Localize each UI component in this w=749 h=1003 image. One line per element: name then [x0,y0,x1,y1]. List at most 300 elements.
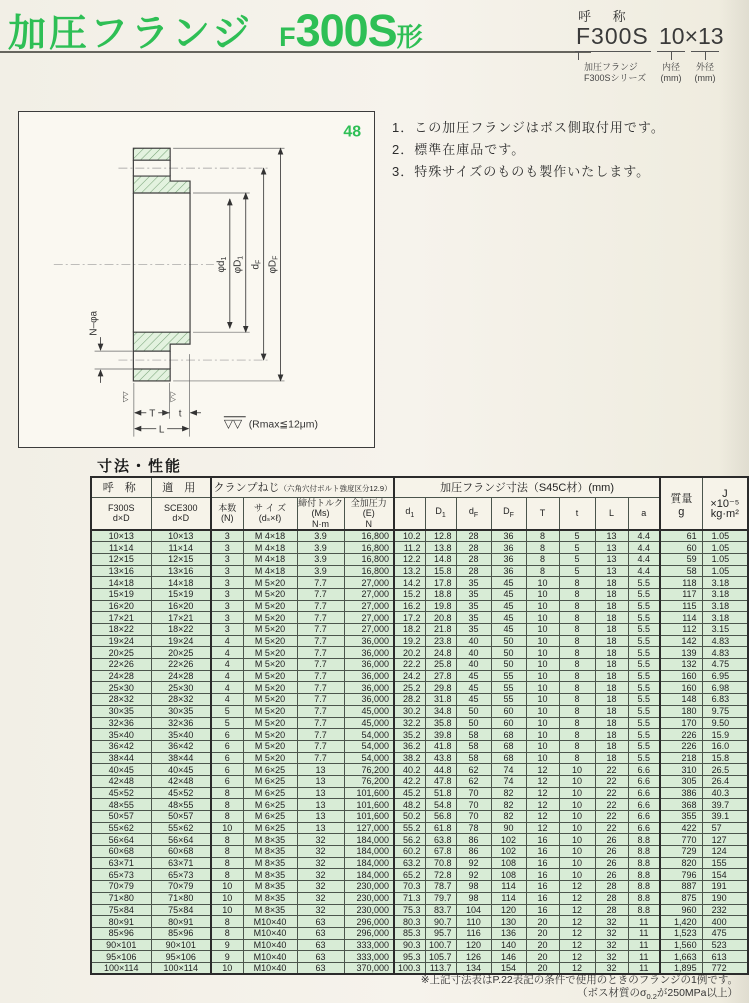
cell-name: 42×48 [91,775,151,787]
cell-apply: 28×32 [151,694,211,706]
cell-qty: 8 [211,869,243,881]
cell-d1: 38.2 [394,752,425,764]
cell-force: 230,000 [344,881,394,893]
cell-mass: 226 [660,740,702,752]
cell-DF: 50 [491,647,526,659]
cell-name: 35×40 [91,729,151,741]
cell-DF: 154 [491,962,526,974]
cell-D1: 70.8 [425,857,456,869]
cell-D1: 43.8 [425,752,456,764]
cell-apply: 36×42 [151,740,211,752]
cell-apply: 13×16 [151,565,211,577]
col-header-DF: $D_F$ [491,497,526,530]
cell-torque: 7.7 [297,717,344,729]
cell-torque: 63 [297,916,344,928]
cell-name: 13×16 [91,565,151,577]
cell-a: 5.5 [628,588,660,600]
finish-note [224,417,318,431]
cell-D1: 79.7 [425,892,456,904]
notes-list [392,117,665,183]
cell-mass: 820 [660,857,702,869]
cell-dF: 58 [456,752,491,764]
cell-L: 18 [595,647,628,659]
table-row [91,822,748,834]
cell-J: 232 [702,904,748,916]
title-model-suffix: 形 [396,22,423,52]
cell-qty: 3 [211,542,243,554]
table-row [91,962,748,974]
label-DF: $\varphi D_F$ [267,255,280,274]
cell-force: 370,000 [344,962,394,974]
cell-a: 6.6 [628,811,660,823]
cell-T: 10 [526,659,559,671]
cell-mass: 142 [660,635,702,647]
cell-force: 184,000 [344,846,394,858]
cell-mass: 115 [660,600,702,612]
cell-force: 54,000 [344,740,394,752]
cell-qty: 6 [211,752,243,764]
callout-label: 呼 称 [578,9,635,24]
cell-torque: 3.9 [297,530,344,542]
cell-mass: 59 [660,553,702,565]
cell-mass: 386 [660,787,702,799]
cell-force: 101,600 [344,787,394,799]
table-row [91,729,748,741]
cell-T: 12 [526,799,559,811]
cell-DF: 82 [491,811,526,823]
cell-dF: 98 [456,892,491,904]
cell-t: 10 [559,775,595,787]
cell-d1: 56.2 [394,834,425,846]
cell-qty: 4 [211,659,243,671]
title-japanese: 加圧フランジ [8,13,254,55]
cell-apply: 32×36 [151,717,211,729]
cell-apply: 20×25 [151,647,211,659]
cell-force: 54,000 [344,752,394,764]
label-L: L [158,424,165,436]
table-row [91,682,748,694]
cell-DF: 55 [491,670,526,682]
cell-qty: 6 [211,729,243,741]
table-row [91,612,748,624]
cell-name: 19×24 [91,635,151,647]
table-row [91,764,748,776]
cell-force: 230,000 [344,892,394,904]
cell-DF: 68 [491,729,526,741]
cell-a: 8.8 [628,834,660,846]
cell-apply: 45×52 [151,787,211,799]
cell-qty: 8 [211,811,243,823]
cell-L: 28 [595,881,628,893]
cell-d1: 36.2 [394,740,425,752]
cell-name: 71×80 [91,892,151,904]
cell-size: M 5×20 [243,635,297,647]
cell-T: 12 [526,787,559,799]
table-row [91,869,748,881]
cell-apply: 60×68 [151,846,211,858]
cell-J: 3.18 [702,577,748,589]
cell-size: M 6×25 [243,811,297,823]
table-row [91,951,748,963]
col-header-apply: 適 用 [151,477,211,497]
cell-name: 95×106 [91,951,151,963]
cell-D1: 44.8 [425,764,456,776]
cell-force: 36,000 [344,659,394,671]
table-row [91,600,748,612]
cell-mass: 1,420 [660,916,702,928]
table-row [91,834,748,846]
cell-L: 26 [595,834,628,846]
table-row [91,787,748,799]
col-group-flange-dimensions: 加圧フランジ寸法（S45C材）(mm) [394,477,660,497]
cell-L: 18 [595,600,628,612]
cell-a: 4.4 [628,565,660,577]
cell-torque: 32 [297,846,344,858]
cell-name: 45×52 [91,787,151,799]
cell-d1: 22.2 [394,659,425,671]
cell-DF: 55 [491,682,526,694]
cell-D1: 51.8 [425,787,456,799]
cell-a: 5.5 [628,705,660,717]
label-d1: $\varphi d_1$ [215,256,228,273]
finish-mark-icon: ▽▽ [122,391,130,403]
cell-d1: 30.2 [394,705,425,717]
cell-d1: 32.2 [394,717,425,729]
cell-D1: 35.8 [425,717,456,729]
cell-name: 63×71 [91,857,151,869]
flange-drawing [19,112,374,447]
cell-name: 11×14 [91,542,151,554]
footnote-line2: （ボス材質の$\sigma_{0.2}$が250MPa以上） [576,987,738,1002]
cell-size: M 5×20 [243,694,297,706]
table-row [91,542,748,554]
underline-series [575,51,651,52]
col-header-size: サ イ ズ (dₛ×ℓ) [243,497,297,530]
cell-D1: 54.8 [425,799,456,811]
cell-T: 10 [526,647,559,659]
col-header-force: 全加圧力 (E) N [344,497,394,530]
table-row [91,892,748,904]
cell-J: 39.1 [702,811,748,823]
cell-dF: 134 [456,962,491,974]
drawing-page-number: 48 [343,123,362,141]
table-row [91,588,748,600]
cell-size: M 6×25 [243,764,297,776]
cell-torque: 32 [297,834,344,846]
cell-qty: 3 [211,577,243,589]
cell-force: 76,200 [344,764,394,776]
cell-T: 20 [526,927,559,939]
cell-a: 8.8 [628,869,660,881]
cell-DF: 36 [491,530,526,542]
cell-mass: 112 [660,624,702,636]
cell-force: 27,000 [344,577,394,589]
cell-apply: 56×64 [151,834,211,846]
cell-a: 11 [628,927,660,939]
cell-T: 10 [526,624,559,636]
cell-size: M 5×20 [243,624,297,636]
col-header-mass: 質量 g [660,477,702,530]
cell-dF: 28 [456,553,491,565]
cell-dF: 58 [456,740,491,752]
cell-L: 18 [595,717,628,729]
cell-D1: 61.8 [425,822,456,834]
cell-L: 32 [595,962,628,974]
cell-DF: 50 [491,659,526,671]
cell-torque: 7.7 [297,635,344,647]
table-row [91,717,748,729]
cell-d1: 35.2 [394,729,425,741]
cell-qty: 8 [211,927,243,939]
cell-qty: 8 [211,834,243,846]
cell-J: 39.7 [702,799,748,811]
cell-L: 13 [595,530,628,542]
cell-qty: 3 [211,565,243,577]
cell-mass: 368 [660,799,702,811]
cell-DF: 108 [491,869,526,881]
cell-t: 10 [559,787,595,799]
cell-force: 230,000 [344,904,394,916]
cell-a: 6.6 [628,787,660,799]
cell-J: 154 [702,869,748,881]
cell-size: M 6×25 [243,799,297,811]
cell-mass: 160 [660,670,702,682]
cell-dF: 45 [456,694,491,706]
cell-a: 8.8 [628,846,660,858]
cell-T: 8 [526,565,559,577]
label-bolt-holes: N–φa [88,310,100,336]
cell-mass: 310 [660,764,702,776]
drawing-panel [18,111,375,448]
cell-force: 184,000 [344,869,394,881]
cell-J: 16.0 [702,740,748,752]
cell-apply: 70×79 [151,881,211,893]
cell-J: 6.83 [702,694,748,706]
callout-series: F300S [576,23,649,49]
cell-t: 10 [559,764,595,776]
cell-a: 5.5 [628,682,660,694]
cell-T: 10 [526,752,559,764]
cell-torque: 32 [297,881,344,893]
cell-d1: 42.2 [394,775,425,787]
cell-T: 16 [526,846,559,858]
cell-apply: 80×91 [151,916,211,928]
cell-J: 4.83 [702,635,748,647]
cell-size: M 5×20 [243,670,297,682]
cell-mass: 960 [660,904,702,916]
cell-T: 8 [526,553,559,565]
label-T: T [149,408,156,420]
cell-d1: 95.3 [394,951,425,963]
cell-d1: 17.2 [394,612,425,624]
cell-d1: 75.3 [394,904,425,916]
cell-mass: 887 [660,881,702,893]
cell-a: 6.6 [628,822,660,834]
cell-name: 38×44 [91,752,151,764]
cell-mass: 117 [660,588,702,600]
cell-name: 14×18 [91,577,151,589]
cell-d1: 71.3 [394,892,425,904]
cell-d1: 60.2 [394,846,425,858]
od-label: 外径 [695,62,714,72]
cell-apply: 12×15 [151,553,211,565]
cell-DF: 50 [491,635,526,647]
cell-dF: 50 [456,717,491,729]
cell-size: M 8×35 [243,857,297,869]
cell-J: 127 [702,834,748,846]
cell-D1: 15.8 [425,565,456,577]
cell-force: 27,000 [344,600,394,612]
cell-size: M 8×35 [243,892,297,904]
cell-T: 8 [526,530,559,542]
cell-a: 5.5 [628,612,660,624]
col-header-torque: 締付トルク (Ms) N·m [298,497,343,529]
cell-a: 4.4 [628,542,660,554]
cell-force: 333,000 [344,939,394,951]
cell-T: 20 [526,916,559,928]
cell-d1: 11.2 [394,542,425,554]
cell-mass: 1,663 [660,951,702,963]
cell-t: 8 [559,694,595,706]
cell-mass: 422 [660,822,702,834]
cell-T: 16 [526,857,559,869]
cell-qty: 6 [211,740,243,752]
cell-dF: 116 [456,927,491,939]
cell-L: 26 [595,869,628,881]
cell-apply: 95×106 [151,951,211,963]
cell-t: 8 [559,752,595,764]
cell-L: 26 [595,846,628,858]
cell-dF: 104 [456,904,491,916]
cell-name: 50×57 [91,811,151,823]
cell-J: 475 [702,927,748,939]
cell-a: 5.5 [628,647,660,659]
cell-name: 70×79 [91,881,151,893]
cell-J: 124 [702,846,748,858]
cell-t: 8 [559,717,595,729]
cell-apply: 15×19 [151,588,211,600]
cell-apply: 65×73 [151,869,211,881]
table-row [91,647,748,659]
cell-d1: 10.2 [394,530,425,542]
cell-t: 12 [559,939,595,951]
cell-force: 36,000 [344,694,394,706]
cell-D1: 47.8 [425,775,456,787]
cell-apply: 42×48 [151,775,211,787]
spec-table [90,476,749,975]
col-group-clamp-screw: クランプねじ（六角穴付ボルト強度区分12.9） [211,477,394,497]
cell-torque: 63 [297,962,344,974]
cell-qty: 3 [211,624,243,636]
cell-L: 32 [595,916,628,928]
cell-torque: 63 [297,927,344,939]
cell-L: 18 [595,670,628,682]
table-row [91,811,748,823]
cell-torque: 7.7 [297,694,344,706]
cell-d1: 80.3 [394,916,425,928]
cell-L: 18 [595,682,628,694]
cell-name: 10×13 [91,530,151,542]
cell-size: M 4×18 [243,542,297,554]
cell-DF: 102 [491,846,526,858]
cell-L: 22 [595,822,628,834]
cell-T: 10 [526,635,559,647]
cell-dF: 35 [456,577,491,589]
cell-dF: 62 [456,775,491,787]
cell-mass: 132 [660,659,702,671]
cell-force: 184,000 [344,857,394,869]
cell-dF: 70 [456,787,491,799]
cell-dF: 45 [456,682,491,694]
cell-dF: 35 [456,624,491,636]
cell-DF: 36 [491,553,526,565]
cell-mass: 218 [660,752,702,764]
cell-a: 5.5 [628,752,660,764]
cell-t: 8 [559,729,595,741]
cell-L: 18 [595,635,628,647]
cell-T: 20 [526,951,559,963]
cell-apply: 11×14 [151,542,211,554]
cell-J: 191 [702,881,748,893]
table-row [91,927,748,939]
cell-a: 5.5 [628,659,660,671]
cell-DF: 45 [491,588,526,600]
table-row [91,565,748,577]
cell-DF: 45 [491,624,526,636]
cell-a: 5.5 [628,694,660,706]
cell-qty: 6 [211,764,243,776]
cell-dF: 28 [456,530,491,542]
cell-apply: 90×101 [151,939,211,951]
cell-dF: 35 [456,612,491,624]
cell-L: 18 [595,588,628,600]
cell-J: 3.18 [702,612,748,624]
cell-T: 10 [526,682,559,694]
cell-qty: 10 [211,881,243,893]
cell-L: 18 [595,612,628,624]
cell-force: 36,000 [344,682,394,694]
cell-D1: 13.8 [425,542,456,554]
cell-d1: 25.2 [394,682,425,694]
cell-torque: 32 [297,904,344,916]
cell-J: 772 [702,962,748,974]
cell-mass: 355 [660,811,702,823]
table-row [91,577,748,589]
cell-a: 11 [628,939,660,951]
cell-qty: 9 [211,951,243,963]
cell-mass: 60 [660,542,702,554]
cell-mass: 58 [660,565,702,577]
cell-J: 1.05 [702,565,748,577]
table-row [91,752,748,764]
cell-L: 13 [595,553,628,565]
cell-mass: 770 [660,834,702,846]
cell-a: 5.5 [628,670,660,682]
cell-t: 8 [559,705,595,717]
cell-size: M 8×35 [243,869,297,881]
cell-torque: 13 [297,775,344,787]
cell-d1: 48.2 [394,799,425,811]
col-subheader-apply: SCE300 d×D [151,497,211,530]
cell-T: 16 [526,881,559,893]
cell-dF: 35 [456,600,491,612]
cell-size: M10×40 [243,962,297,974]
cell-T: 10 [526,612,559,624]
cell-D1: 18.8 [425,588,456,600]
cell-apply: 71×80 [151,892,211,904]
cell-qty: 3 [211,553,243,565]
cell-size: M 4×18 [243,530,297,542]
